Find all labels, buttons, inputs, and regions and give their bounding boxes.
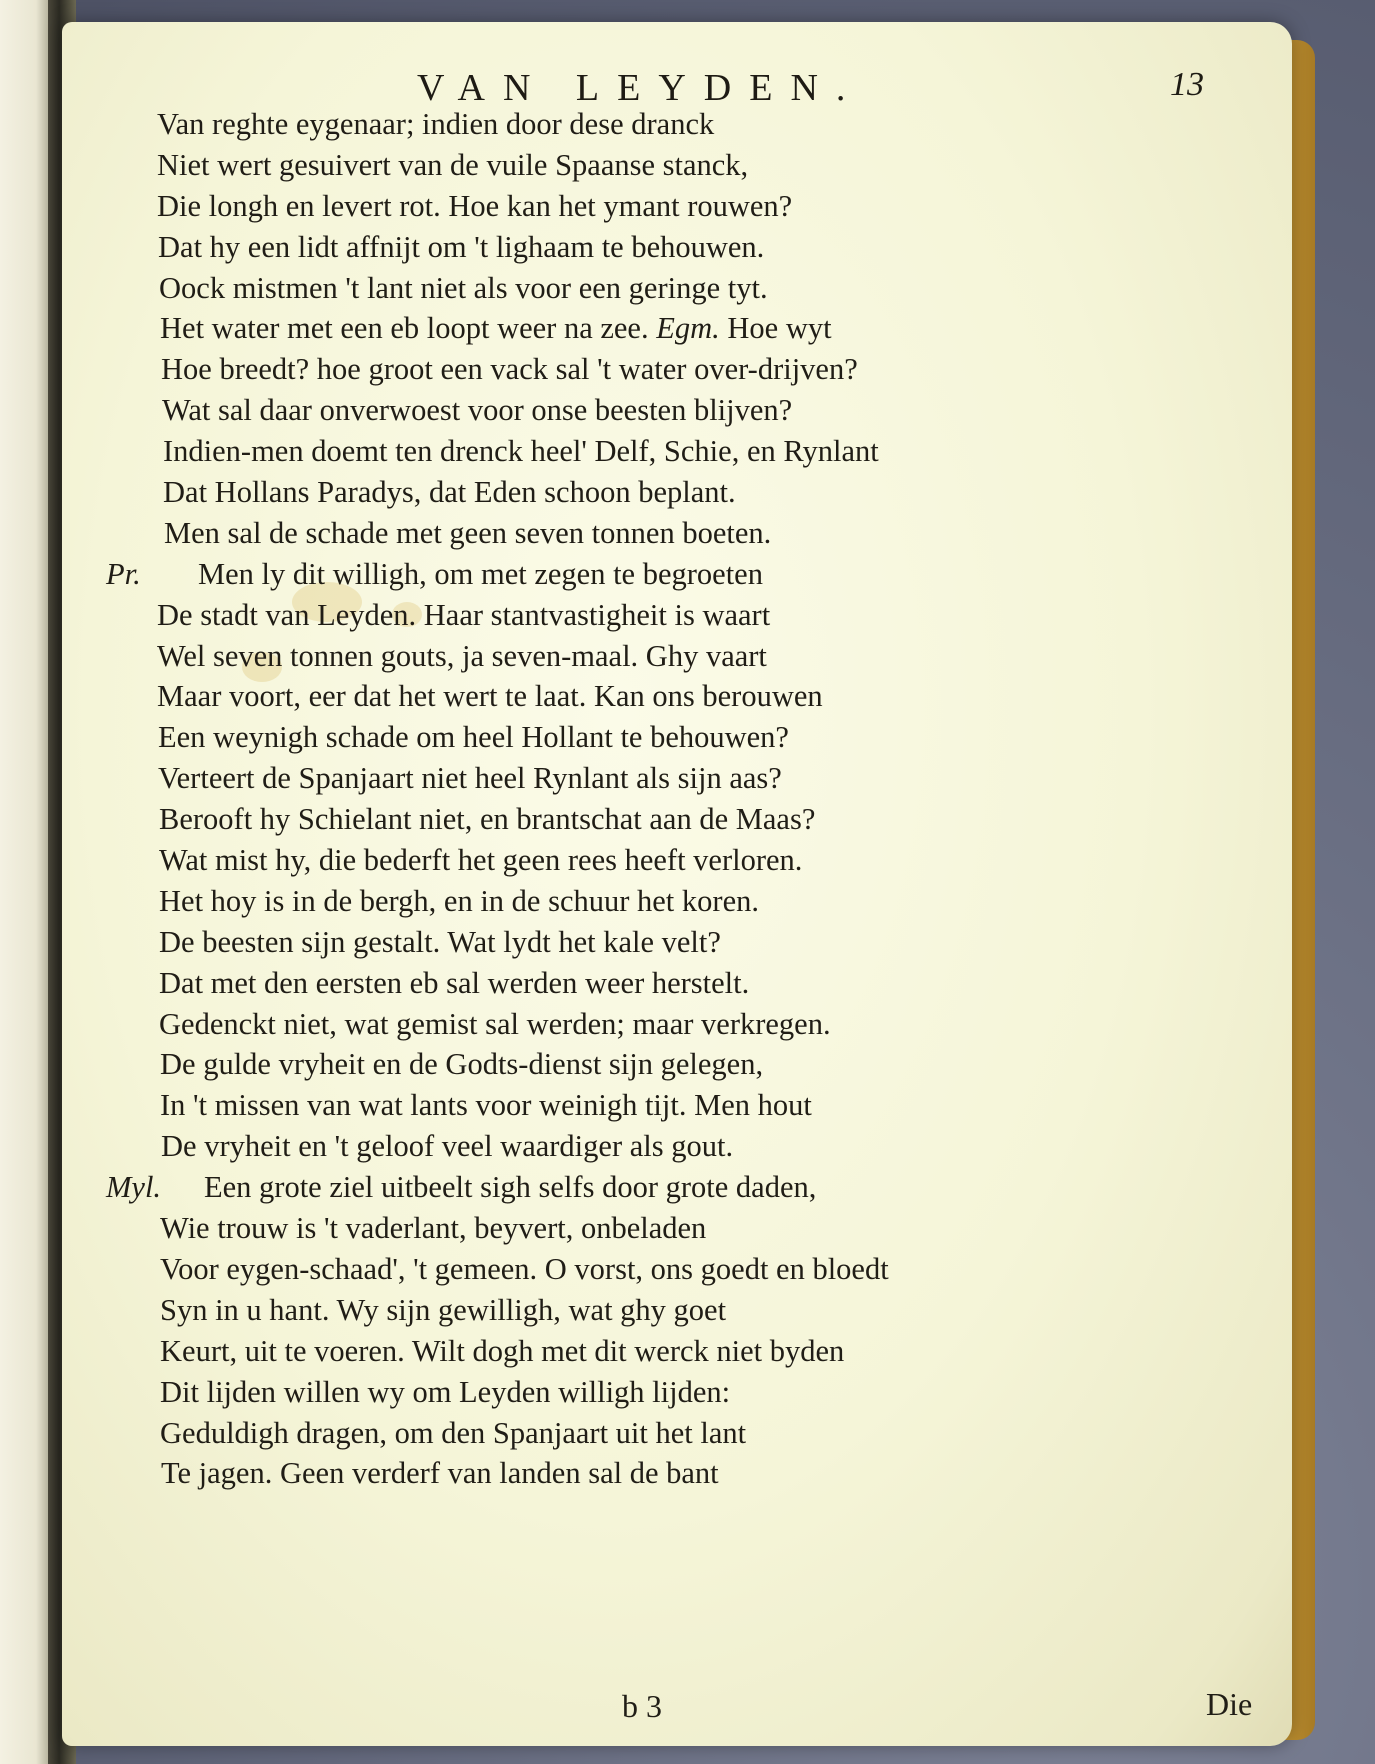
verse-text	[157, 145, 748, 186]
verse-text	[160, 1085, 812, 1126]
verse-line	[62, 963, 1292, 1004]
verse-text	[157, 595, 770, 636]
verse-text	[159, 799, 815, 840]
verse-text	[158, 227, 764, 268]
verse-text	[160, 1044, 763, 1085]
verse-text-part: Wel seven tonnen gouts, ja seven-maal. Ghy vaart	[157, 638, 767, 673]
verse-line	[62, 431, 1292, 472]
verse-line	[62, 799, 1292, 840]
verse-text-part: De gulde vryheit en de Godts-dienst sijn gelegen,	[160, 1047, 764, 1082]
verse-text	[160, 1208, 706, 1249]
verse-text-part: Dit lijden willen wy om Leyden willigh lijden:	[160, 1374, 731, 1409]
verse-line	[62, 390, 1292, 431]
speaker-label: Pr.	[106, 556, 141, 591]
verse-text-part: De beesten sijn gestalt. Wat lydt het kale velt?	[159, 924, 721, 959]
speaker-label: Myl.	[106, 1170, 162, 1205]
verse-line	[62, 554, 1292, 595]
verse-text	[157, 104, 714, 145]
verse-text	[162, 390, 792, 431]
verse-text	[163, 472, 736, 513]
verse-text-part: Syn in u hant. Wy sijn gewilligh, wat ghy goet	[160, 1292, 727, 1327]
verse-text	[160, 1331, 844, 1372]
verse-line	[62, 1208, 1292, 1249]
verse-line	[62, 1372, 1292, 1413]
verse-text	[159, 268, 768, 309]
verse-line	[62, 1167, 1292, 1208]
verse-text-part: Wat mist hy, die bederft het geen rees heeft verloren.	[159, 843, 803, 878]
verse-line	[62, 1126, 1292, 1167]
verse-line	[62, 513, 1292, 554]
verse-line	[62, 268, 1292, 309]
verse-text	[159, 922, 721, 963]
catchword: Die	[1206, 1686, 1253, 1722]
verse-line	[62, 881, 1292, 922]
verse-text-part: Hoe wyt	[727, 311, 832, 346]
verse-line	[62, 1290, 1292, 1331]
verse-text	[160, 1413, 746, 1454]
verse-text-block	[62, 104, 1292, 1494]
verse-text-part: Dat hy een lidt affnijt om 't lighaam te behouwen.	[158, 229, 765, 264]
verse-text-part: Maar voort, eer dat het wert te laat. Kan ons berouwen	[157, 679, 823, 714]
verse-line	[62, 717, 1292, 758]
verse-text-part: Wie trouw is 't vaderlant, beyvert, onbeladen	[160, 1211, 707, 1246]
verse-text-part: Keurt, uit te voeren. Wilt dogh met dit werck niet byden	[160, 1333, 845, 1368]
verse-line	[62, 840, 1292, 881]
verse-text-part: Hoe breedt? hoe groot een vack sal 't water over-drijven?	[161, 352, 858, 387]
verse-text	[160, 1372, 730, 1413]
verse-text-part: De vryheit en 't geloof veel waardiger als gout.	[161, 1129, 734, 1164]
verse-text-part: Indien-men doemt ten drenck heel' Delf, Schie, en Rynlant	[163, 434, 879, 469]
verse-line	[62, 1331, 1292, 1372]
verse-text	[158, 758, 782, 799]
verse-text-part: De stadt van Leyden. Haar stantvastigheit is waart	[157, 597, 771, 632]
verse-line	[62, 186, 1292, 227]
page-number: 13	[1170, 66, 1204, 103]
verse-text-part: Berooft hy Schielant niet, en brantschat aan de Maas?	[159, 802, 816, 837]
verse-text	[158, 717, 789, 758]
verse-text	[163, 431, 879, 472]
verse-line	[62, 1413, 1292, 1454]
verse-text	[161, 1453, 719, 1494]
verse-line	[62, 595, 1292, 636]
verse-text-part: Niet wert gesuivert van de vuile Spaanse stanck,	[157, 147, 749, 182]
verse-text-part: In 't missen van wat lants voor weinigh tijt. Men hout	[160, 1088, 812, 1123]
verse-text	[157, 636, 767, 677]
verse-line	[62, 349, 1292, 390]
verse-line	[62, 472, 1292, 513]
verse-text	[159, 1004, 831, 1045]
verse-text	[159, 840, 802, 881]
verse-line	[62, 636, 1292, 677]
verse-text-part: Oock mistmen 't lant niet als voor een geringe tyt.	[159, 270, 768, 305]
verse-text-part: Dat met den eersten eb sal werden weer herstelt.	[159, 965, 750, 1000]
verse-text-part: Gedenckt niet, wat gemist sal werden; maar verkregen.	[159, 1006, 831, 1041]
book-page	[62, 22, 1292, 1746]
verse-text	[160, 1249, 889, 1290]
verse-text	[159, 963, 749, 1004]
inline-speaker-label: Egm.	[656, 311, 720, 346]
verse-line	[62, 922, 1292, 963]
verse-text-part: Een weynigh schade om heel Hollant te behouwen?	[158, 720, 789, 755]
verse-line	[62, 227, 1292, 268]
verse-text-part: Voor eygen-schaad', 't gemeen. O vorst, ons goedt en bloedt	[160, 1251, 889, 1286]
verse-line	[62, 1453, 1292, 1494]
verse-text-part: Geduldigh dragen, om den Spanjaart uit het lant	[160, 1415, 747, 1450]
verse-line	[62, 308, 1292, 349]
verse-text-part: Het water met een eb loopt weer na zee.	[160, 311, 649, 346]
verse-text	[161, 349, 858, 390]
verse-line	[62, 104, 1292, 145]
verse-text-part: Wat sal daar onverwoest voor onse beesten blijven?	[162, 393, 793, 428]
verse-text-part: Men sal de schade met geen seven tonnen boeten.	[164, 515, 772, 550]
running-title: VAN LEYDEN.	[417, 67, 864, 109]
verse-text	[160, 308, 832, 349]
verse-text-part: Men ly dit willigh, om met zegen te begroeten	[198, 556, 763, 591]
verse-text	[198, 554, 763, 595]
verse-text	[161, 1126, 733, 1167]
verse-text	[157, 186, 792, 227]
verse-line	[62, 145, 1292, 186]
verse-text-part: Te jagen. Geen verderf van landen sal de bant	[161, 1456, 719, 1491]
verse-text-part: Van reghte eygenaar; indien door dese dranck	[157, 107, 715, 141]
verse-line	[62, 758, 1292, 799]
verse-text-part: Een grote ziel uitbeelt sigh selfs door grote daden,	[204, 1170, 817, 1205]
verse-line	[62, 1085, 1292, 1126]
verse-line	[62, 1044, 1292, 1085]
verse-text	[160, 1290, 726, 1331]
verse-text	[157, 676, 823, 717]
verse-line	[62, 1004, 1292, 1045]
verse-text-part: Verteert de Spanjaart niet heel Rynlant als sijn aas?	[158, 761, 782, 796]
signature-mark: b 3	[622, 1688, 662, 1724]
verse-line	[62, 676, 1292, 717]
verse-text-part: Die longh en levert rot. Hoe kan het ymant rouwen?	[157, 188, 793, 223]
verse-text-part: Het hoy is in de bergh, en in de schuur het koren.	[159, 883, 759, 918]
verse-text	[204, 1167, 816, 1208]
verse-text	[159, 881, 759, 922]
verse-text-part: Dat Hollans Paradys, dat Eden schoon beplant.	[163, 475, 736, 510]
verse-line	[62, 1249, 1292, 1290]
verse-text	[164, 513, 771, 554]
